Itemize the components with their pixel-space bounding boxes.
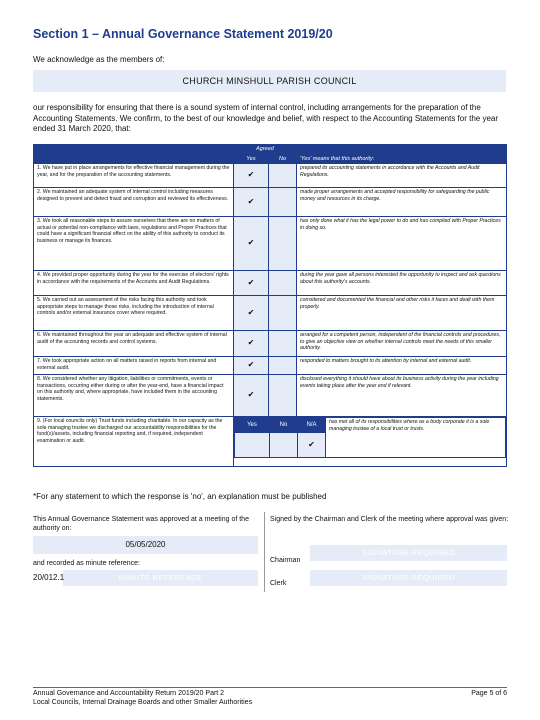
statement-text: 3. We took all reasonable steps to assure ourselves that there are no matters of actual or potential non-compliance with laws, regulations and Proper Practices that could have a significant financial effect on the ability of this authority to conduct its business or manage its finances.: [34, 217, 234, 271]
means-text: arranged for a competent person, independent of the financial controls and procedures, to give an objective view on whether internal controls meet the needs of this smaller authority.: [297, 331, 507, 357]
table-row: [34, 188, 507, 217]
footer-title: Annual Governance and Accountability Return 2019/20 Part 2: [33, 690, 225, 697]
statement-text: 2. We maintained an adequate system of internal control including measures designed to prevent and detect fraud and corruption and reviewed its effectiveness.: [34, 188, 234, 217]
governance-table: [33, 144, 507, 467]
statement-text: 1. We have put in place arrangements for effective financial management during the year, and for the preparation of the accounting statements.: [34, 164, 234, 188]
signature-divider: [264, 512, 265, 592]
no-checkbox[interactable]: [269, 164, 297, 188]
table-header-row: [34, 145, 507, 155]
table-row: [34, 164, 507, 188]
yes-checkbox[interactable]: ✔: [234, 331, 269, 357]
yes-checkbox[interactable]: ✔: [234, 357, 269, 375]
means-text: has only done what it has the legal power to do and has complied with Proper Practices in doing so.: [297, 217, 507, 271]
yes-header: Yes: [234, 154, 269, 164]
means-text: responded to matters brought to its attention by internal and external audit.: [297, 357, 507, 375]
section-title: Section 1 – Annual Governance Statement 2019/20: [33, 27, 333, 41]
table-row: [34, 217, 507, 271]
trust-funds-options: [234, 417, 506, 458]
table-row: [34, 417, 507, 467]
no-checkbox[interactable]: [269, 357, 297, 375]
means-text: disclosed everything it should have about its business activity during the year including events taking place after the year end if relevant.: [297, 375, 507, 417]
approval-date-field[interactable]: 05/05/2020: [33, 536, 258, 554]
no-checkbox[interactable]: [269, 331, 297, 357]
no-header: No: [269, 154, 297, 164]
means-text: made proper arrangements and accepted responsibility for safeguarding the public money and resources in its charge.: [297, 188, 507, 217]
yes-checkbox[interactable]: ✔: [234, 217, 269, 271]
minute-reference-field[interactable]: MINUTE REFERENCE: [63, 570, 258, 586]
table-row: [34, 375, 507, 417]
means-text: prepared its accounting statements in accordance with the Accounts and Audit Regulations.: [297, 164, 507, 188]
chairman-signature-field[interactable]: SIGNATURE REQUIRED: [310, 545, 507, 561]
no-checkbox[interactable]: [269, 188, 297, 217]
responsibility-text: our responsibility for ensuring that there is a sound system of internal control, including arrangements for the preparation of the Accounting Statements. We confirm, to the best of our knowledge and belief, with respect to the Accounting Statements for the year ended 31 March 2020, that:: [33, 103, 498, 133]
means-text: during the year gave all persons interested the opportunity to inspect and ask questions about this authority's accounts.: [297, 271, 507, 296]
na-checkbox[interactable]: ✔: [298, 433, 326, 458]
table-row: [34, 271, 507, 296]
footer-subtitle: Local Councils, Internal Drainage Boards and other Smaller Authorities: [33, 699, 253, 706]
no-checkbox[interactable]: [269, 217, 297, 271]
yes-checkbox[interactable]: ✔: [234, 296, 269, 331]
yes-checkbox[interactable]: [235, 433, 270, 458]
yes-checkbox[interactable]: ✔: [234, 271, 269, 296]
clerk-label: Clerk: [270, 580, 287, 587]
minute-reference-number: 20/012.1: [33, 573, 65, 582]
no-checkbox[interactable]: [269, 375, 297, 417]
statement-text: 5. We carried out an assessment of the risks facing this authority and took appropriate steps to manage those risks, including the introduction of internal controls and/or external insurance cover where required.: [34, 296, 234, 331]
agreed-header: Agreed: [234, 145, 297, 155]
statement-text: 6. We maintained throughout the year an adequate and effective system of internal audit of the accounting records and control systems.: [34, 331, 234, 357]
explanation-note: *For any statement to which the response is 'no', an explanation must be published: [33, 492, 327, 501]
chairman-label: Chairman: [270, 557, 301, 564]
no-checkbox[interactable]: [270, 433, 298, 458]
yes-header: Yes: [235, 418, 270, 433]
statement-text: 4. We provided proper opportunity during the year for the exercise of electors' rights in accordance with the requirements of the Accounts and Audit Regulations.: [34, 271, 234, 296]
footer-divider: [33, 687, 507, 688]
minute-reference-label: and recorded as minute reference:: [33, 560, 141, 567]
approval-text: This Annual Governance Statement was approved at a meeting of the authority on:: [33, 516, 249, 532]
statement-text: 9. (For local councils only) Trust funds including charitable. In our capacity as the sole managing trustee we discharged our accountability responsibilities for the fund(s)/assets, including financial reporting and, if required, independent examination or audit.: [34, 417, 234, 467]
yes-checkbox[interactable]: ✔: [234, 375, 269, 417]
table-row: [34, 357, 507, 375]
statement-text: 8. We considered whether any litigation, liabilities or commitments, events or transactions, occurring either during or after the year-end, have a financial impact on this authority and, where appropriate, have included them in the accounting statements.: [34, 375, 234, 417]
table-row: [34, 331, 507, 357]
means-text: considered and documented the financial and other risks it faces and dealt with them properly.: [297, 296, 507, 331]
statement-text: 7. We took appropriate action on all matters raised in reports from internal and external audit.: [34, 357, 234, 375]
acknowledge-text: We acknowledge as the members of:: [33, 55, 165, 64]
means-text: has met all of its responsibilities where as a body corporate it is a sole managing trustee of a local trust or trusts.: [326, 418, 506, 458]
page-number: Page 5 of 6: [471, 690, 507, 697]
yes-checkbox[interactable]: ✔: [234, 164, 269, 188]
no-checkbox[interactable]: [269, 271, 297, 296]
no-checkbox[interactable]: [269, 296, 297, 331]
means-header: 'Yes' means that this authority:: [297, 154, 507, 164]
no-header: No: [270, 418, 298, 433]
clerk-signature-field[interactable]: SIGNATURE REQUIRED: [310, 570, 507, 586]
signed-text: Signed by the Chairman and Clerk of the meeting where approval was given:: [270, 516, 509, 523]
na-header: N/A: [298, 418, 326, 433]
yes-checkbox[interactable]: ✔: [234, 188, 269, 217]
table-row: [34, 296, 507, 331]
council-name-field[interactable]: CHURCH MINSHULL PARISH COUNCIL: [33, 70, 506, 92]
